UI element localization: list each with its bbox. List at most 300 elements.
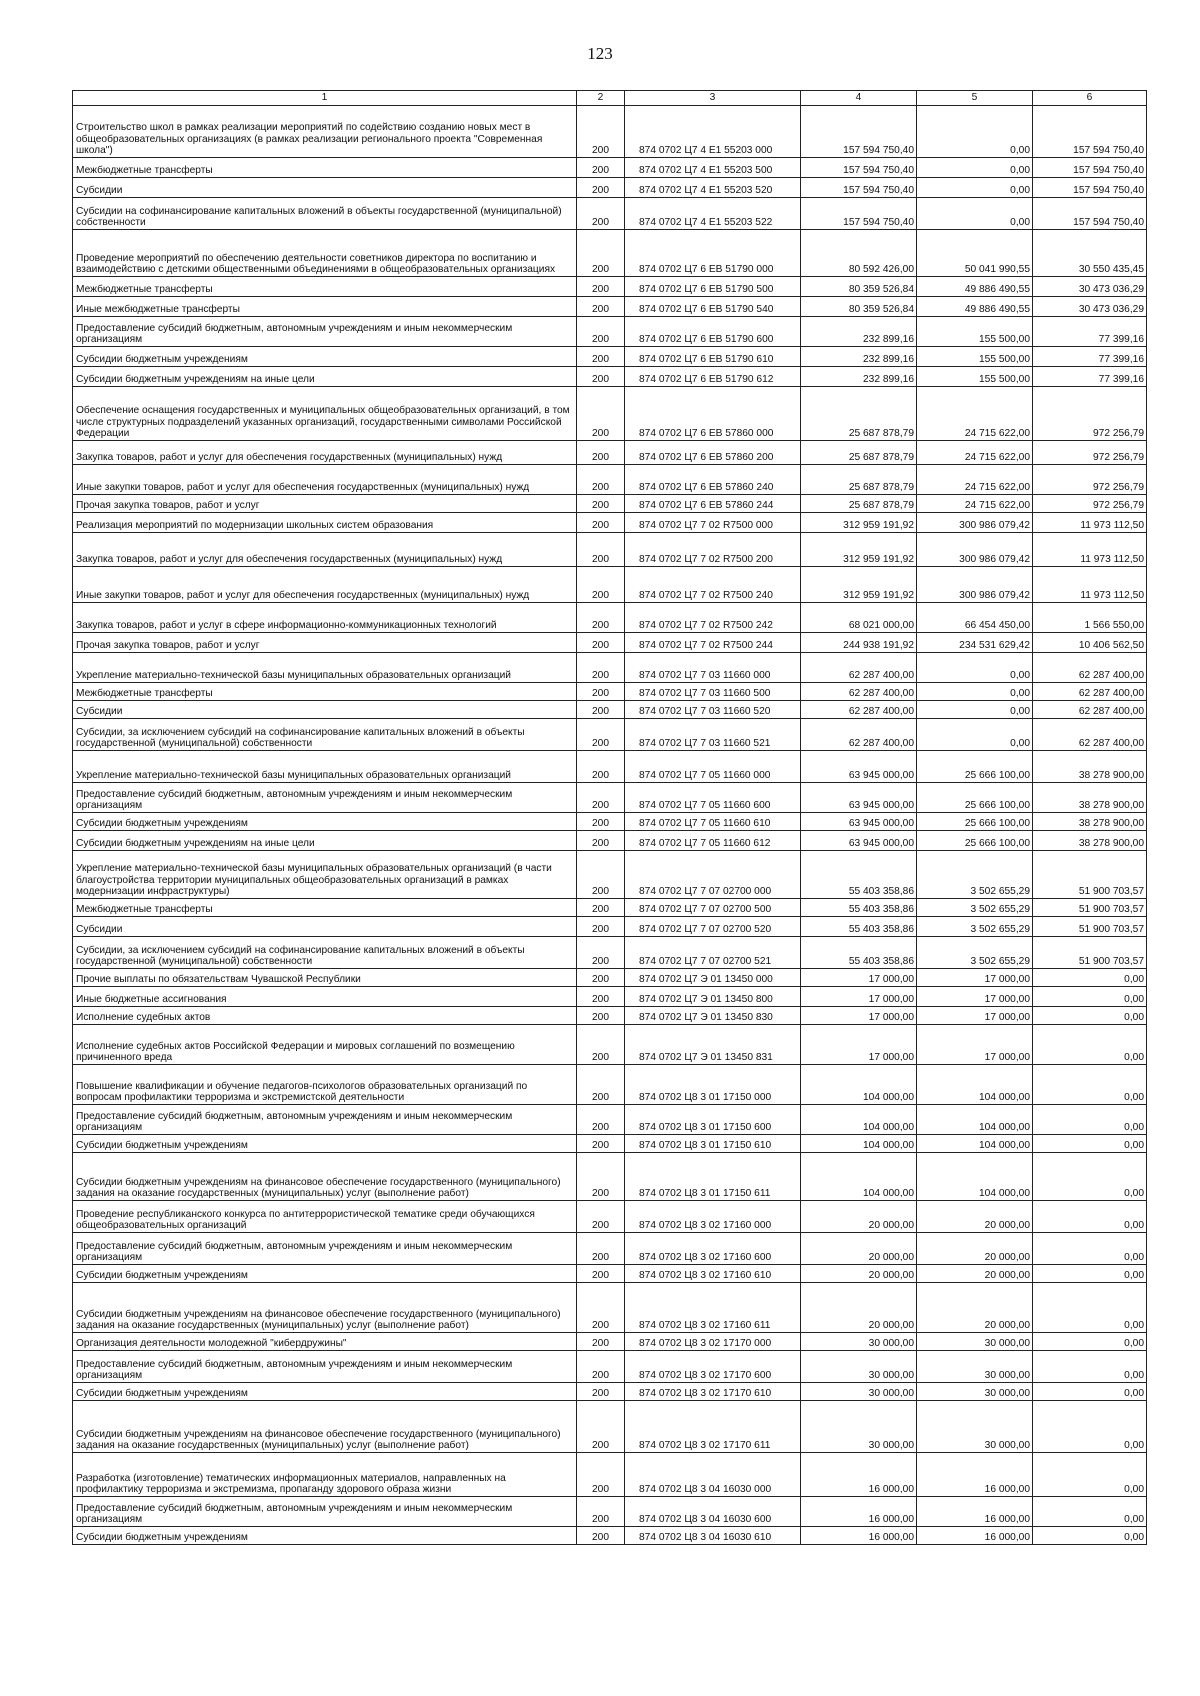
row-value-6: 62 287 400,00: [1033, 719, 1147, 751]
row-col2: 200: [577, 783, 625, 813]
row-value-5: 0,00: [917, 701, 1033, 719]
row-value-4: 68 021 000,00: [801, 603, 917, 633]
row-col2: 200: [577, 1135, 625, 1153]
row-value-4: 312 959 191,92: [801, 567, 917, 603]
row-code: 874 0702 Ц7 Э 01 13450 831: [625, 1025, 801, 1065]
row-col2: 200: [577, 533, 625, 567]
row-name: Предоставление субсидий бюджетным, автономным учреждениям и иным некоммерческим организациям: [73, 1105, 577, 1135]
row-value-5: 17 000,00: [917, 987, 1033, 1007]
column-header: 6: [1033, 91, 1147, 106]
row-value-4: 55 403 358,86: [801, 937, 917, 969]
row-value-5: 155 500,00: [917, 317, 1033, 347]
row-value-5: 25 666 100,00: [917, 831, 1033, 851]
row-code: 874 0702 Ц8 3 01 17150 000: [625, 1065, 801, 1105]
row-code: 874 0702 Ц7 Э 01 13450 830: [625, 1007, 801, 1025]
row-value-5: 17 000,00: [917, 1025, 1033, 1065]
row-name: Закупка товаров, работ и услуг в сфере информационно-коммуникационных технологий: [73, 603, 577, 633]
row-name: Межбюджетные трансферты: [73, 899, 577, 917]
row-col2: 200: [577, 1153, 625, 1201]
row-value-6: 10 406 562,50: [1033, 633, 1147, 653]
row-col2: 200: [577, 653, 625, 683]
row-value-5: 3 502 655,29: [917, 899, 1033, 917]
row-value-5: 50 041 990,55: [917, 230, 1033, 277]
row-name: Субсидии бюджетным учреждениям: [73, 1527, 577, 1545]
row-name: Исполнение судебных актов Российской Федерации и мировых соглашений по возмещению причиненного вреда: [73, 1025, 577, 1065]
row-col2: 200: [577, 1283, 625, 1333]
row-name: Субсидии на софинансирование капитальных вложений в объекты государственной (муниципальной) собственности: [73, 198, 577, 230]
table-row: [73, 1333, 1147, 1351]
row-value-6: 38 278 900,00: [1033, 813, 1147, 831]
row-value-6: 11 973 112,50: [1033, 567, 1147, 603]
table-row: [73, 1135, 1147, 1153]
row-value-6: 77 399,16: [1033, 317, 1147, 347]
row-col2: 200: [577, 1233, 625, 1265]
row-value-4: 157 594 750,40: [801, 158, 917, 178]
row-name: Субсидии: [73, 917, 577, 937]
row-col2: 200: [577, 441, 625, 465]
page-number: 123: [587, 44, 613, 63]
row-value-5: 30 000,00: [917, 1401, 1033, 1453]
row-value-5: 66 454 450,00: [917, 603, 1033, 633]
row-value-6: 972 256,79: [1033, 387, 1147, 441]
table-row: [73, 937, 1147, 969]
row-code: 874 0702 Ц8 3 02 17170 000: [625, 1333, 801, 1351]
row-name: Обеспечение оснащения государственных и муниципальных общеобразовательных организаций, в том числе структурных подразделений указанных организаций, государственными символами Российской Федерации: [73, 387, 577, 441]
table-row: [73, 683, 1147, 701]
row-name: Субсидии: [73, 701, 577, 719]
row-col2: 200: [577, 1007, 625, 1025]
row-name: Исполнение судебных актов: [73, 1007, 577, 1025]
row-code: 874 0702 Ц7 7 02 R7500 244: [625, 633, 801, 653]
row-name: Укрепление материально-технической базы муниципальных образовательных организаций: [73, 751, 577, 783]
row-col2: 200: [577, 1453, 625, 1497]
table-row: [73, 987, 1147, 1007]
table-row: [73, 633, 1147, 653]
row-code: 874 0702 Ц7 7 03 11660 500: [625, 683, 801, 701]
table-row: [73, 917, 1147, 937]
row-value-4: 104 000,00: [801, 1105, 917, 1135]
row-value-6: 0,00: [1033, 969, 1147, 987]
row-value-5: 20 000,00: [917, 1201, 1033, 1233]
row-value-6: 0,00: [1033, 1105, 1147, 1135]
row-col2: 200: [577, 1265, 625, 1283]
row-name: Субсидии бюджетным учреждениям: [73, 1265, 577, 1283]
row-code: 874 0702 Ц8 3 04 16030 610: [625, 1527, 801, 1545]
row-code: 874 0702 Ц7 6 ЕВ 51790 612: [625, 367, 801, 387]
table-row: [73, 1453, 1147, 1497]
row-value-4: 20 000,00: [801, 1233, 917, 1265]
row-value-6: 62 287 400,00: [1033, 683, 1147, 701]
row-value-4: 17 000,00: [801, 969, 917, 987]
row-col2: 200: [577, 178, 625, 198]
row-col2: 200: [577, 106, 625, 158]
row-code: 874 0702 Ц8 3 02 17160 600: [625, 1233, 801, 1265]
row-value-5: 25 666 100,00: [917, 783, 1033, 813]
row-code: 874 0702 Ц7 4 Е1 55203 522: [625, 198, 801, 230]
row-name: Повышение квалификации и обучение педагогов-психологов образовательных организаций по вопросам профилактики терроризма и экстремистской деятельности: [73, 1065, 577, 1105]
row-value-4: 104 000,00: [801, 1065, 917, 1105]
row-name: Субсидии бюджетным учреждениям на финансовое обеспечение государственного (муниципального) задания на оказание государственных (муниципальных) услуг (выполнение работ): [73, 1401, 577, 1453]
row-value-6: 0,00: [1033, 1201, 1147, 1233]
row-name: Проведение республиканского конкурса по антитеррористической тематике среди обучающихся общеобразовательных организаций: [73, 1201, 577, 1233]
row-col2: 200: [577, 851, 625, 899]
row-value-4: 55 403 358,86: [801, 917, 917, 937]
row-value-4: 20 000,00: [801, 1265, 917, 1283]
row-value-6: 38 278 900,00: [1033, 783, 1147, 813]
row-col2: 200: [577, 719, 625, 751]
row-col2: 200: [577, 567, 625, 603]
row-value-5: 155 500,00: [917, 367, 1033, 387]
row-code: 874 0702 Ц7 6 ЕВ 57860 244: [625, 495, 801, 513]
row-value-5: 0,00: [917, 719, 1033, 751]
row-value-6: 0,00: [1033, 1265, 1147, 1283]
row-value-4: 25 687 878,79: [801, 387, 917, 441]
row-value-6: 157 594 750,40: [1033, 178, 1147, 198]
row-name: Субсидии бюджетным учреждениям: [73, 813, 577, 831]
row-value-6: 51 900 703,57: [1033, 851, 1147, 899]
table-row: [73, 1497, 1147, 1527]
row-value-5: 24 715 622,00: [917, 495, 1033, 513]
row-value-4: 63 945 000,00: [801, 783, 917, 813]
row-value-5: 0,00: [917, 683, 1033, 701]
table-row: [73, 277, 1147, 297]
row-name: Прочая закупка товаров, работ и услуг: [73, 495, 577, 513]
row-value-6: 62 287 400,00: [1033, 653, 1147, 683]
row-value-4: 63 945 000,00: [801, 751, 917, 783]
row-value-6: 0,00: [1033, 1135, 1147, 1153]
row-col2: 200: [577, 937, 625, 969]
table-row: [73, 1025, 1147, 1065]
row-col2: 200: [577, 969, 625, 987]
row-value-6: 51 900 703,57: [1033, 937, 1147, 969]
table-row: [73, 719, 1147, 751]
row-name: Субсидии: [73, 178, 577, 198]
row-code: 874 0702 Ц7 7 02 R7500 200: [625, 533, 801, 567]
row-col2: 200: [577, 495, 625, 513]
row-name: Предоставление субсидий бюджетным, автономным учреждениям и иным некоммерческим организациям: [73, 783, 577, 813]
row-value-5: 17 000,00: [917, 969, 1033, 987]
row-code: 874 0702 Ц7 6 ЕВ 57860 240: [625, 465, 801, 495]
row-code: 874 0702 Ц8 3 02 17160 000: [625, 1201, 801, 1233]
row-col2: 200: [577, 1065, 625, 1105]
row-name: Предоставление субсидий бюджетным, автономным учреждениям и иным некоммерческим организациям: [73, 1233, 577, 1265]
row-code: 874 0702 Ц7 7 05 11660 610: [625, 813, 801, 831]
row-col2: 200: [577, 987, 625, 1007]
row-name: Предоставление субсидий бюджетным, автономным учреждениям и иным некоммерческим организациям: [73, 1351, 577, 1383]
row-value-4: 17 000,00: [801, 1025, 917, 1065]
row-code: 874 0702 Ц7 6 ЕВ 51790 000: [625, 230, 801, 277]
row-value-6: 0,00: [1033, 1065, 1147, 1105]
row-value-5: 155 500,00: [917, 347, 1033, 367]
row-col2: 200: [577, 1025, 625, 1065]
row-value-6: 0,00: [1033, 1333, 1147, 1351]
row-value-4: 80 592 426,00: [801, 230, 917, 277]
row-value-5: 24 715 622,00: [917, 387, 1033, 441]
column-header: 4: [801, 91, 917, 106]
row-code: 874 0702 Ц7 Э 01 13450 800: [625, 987, 801, 1007]
row-value-5: 49 886 490,55: [917, 297, 1033, 317]
table-row: [73, 783, 1147, 813]
row-value-5: 25 666 100,00: [917, 751, 1033, 783]
row-value-6: 30 473 036,29: [1033, 297, 1147, 317]
row-value-5: 104 000,00: [917, 1135, 1033, 1153]
column-header: 5: [917, 91, 1033, 106]
table-row: [73, 1383, 1147, 1401]
row-value-4: 16 000,00: [801, 1497, 917, 1527]
row-name: Укрепление материально-технической базы муниципальных образовательных организаций (в части благоустройства территории муниципальных общеобразовательных организаций в рамках модернизации инфраструктуры): [73, 851, 577, 899]
row-value-6: 0,00: [1033, 1453, 1147, 1497]
row-name: Прочие выплаты по обязательствам Чувашской Республики: [73, 969, 577, 987]
row-col2: 200: [577, 1333, 625, 1351]
row-value-4: 16 000,00: [801, 1453, 917, 1497]
table-row: [73, 1105, 1147, 1135]
table-row: [73, 1153, 1147, 1201]
row-value-6: 157 594 750,40: [1033, 198, 1147, 230]
row-code: 874 0702 Ц7 6 ЕВ 51790 600: [625, 317, 801, 347]
row-col2: 200: [577, 1401, 625, 1453]
table-row: [73, 1201, 1147, 1233]
row-code: 874 0702 Ц7 7 02 R7500 242: [625, 603, 801, 633]
row-col2: 200: [577, 683, 625, 701]
row-value-6: 38 278 900,00: [1033, 751, 1147, 783]
row-value-4: 157 594 750,40: [801, 106, 917, 158]
row-value-4: 80 359 526,84: [801, 277, 917, 297]
row-value-6: 38 278 900,00: [1033, 831, 1147, 851]
table-row: [73, 367, 1147, 387]
row-value-4: 62 287 400,00: [801, 653, 917, 683]
row-col2: 200: [577, 1351, 625, 1383]
row-value-6: 0,00: [1033, 1527, 1147, 1545]
table-row: [73, 1401, 1147, 1453]
row-code: 874 0702 Ц7 4 Е1 55203 520: [625, 178, 801, 198]
row-value-4: 30 000,00: [801, 1401, 917, 1453]
row-value-6: 157 594 750,40: [1033, 158, 1147, 178]
table-row: [73, 441, 1147, 465]
row-value-5: 0,00: [917, 198, 1033, 230]
row-value-5: 0,00: [917, 106, 1033, 158]
table-row: [73, 969, 1147, 987]
row-col2: 200: [577, 917, 625, 937]
row-col2: 200: [577, 317, 625, 347]
row-value-4: 16 000,00: [801, 1527, 917, 1545]
row-value-6: 0,00: [1033, 1401, 1147, 1453]
row-value-4: 20 000,00: [801, 1283, 917, 1333]
row-value-5: 20 000,00: [917, 1265, 1033, 1283]
row-value-6: 77 399,16: [1033, 347, 1147, 367]
row-name: Предоставление субсидий бюджетным, автономным учреждениям и иным некоммерческим организациям: [73, 317, 577, 347]
row-name: Субсидии бюджетным учреждениям на иные цели: [73, 367, 577, 387]
row-value-6: 972 256,79: [1033, 465, 1147, 495]
row-value-5: 30 000,00: [917, 1351, 1033, 1383]
table-row: [73, 1265, 1147, 1283]
row-name: Разработка (изготовление) тематических информационных материалов, направленных на профилактику терроризма и экстремизма, пропаганду здорового образа жизни: [73, 1453, 577, 1497]
row-col2: 200: [577, 465, 625, 495]
table-row: [73, 178, 1147, 198]
row-value-5: 104 000,00: [917, 1065, 1033, 1105]
row-col2: 200: [577, 347, 625, 367]
row-value-6: 30 473 036,29: [1033, 277, 1147, 297]
row-col2: 200: [577, 751, 625, 783]
table-row: [73, 653, 1147, 683]
row-col2: 200: [577, 297, 625, 317]
table-row: [73, 297, 1147, 317]
row-value-4: 104 000,00: [801, 1153, 917, 1201]
row-value-4: 25 687 878,79: [801, 441, 917, 465]
row-name: Субсидии бюджетным учреждениям на финансовое обеспечение государственного (муниципального) задания на оказание государственных (муниципальных) услуг (выполнение работ): [73, 1283, 577, 1333]
row-value-6: 0,00: [1033, 1283, 1147, 1333]
row-value-5: 16 000,00: [917, 1453, 1033, 1497]
row-value-4: 232 899,16: [801, 347, 917, 367]
table-row: [73, 533, 1147, 567]
row-name: Субсидии, за исключением субсидий на софинансирование капитальных вложений в объекты государственной (муниципальной) собственности: [73, 937, 577, 969]
table-row: [73, 1351, 1147, 1383]
row-col2: 200: [577, 701, 625, 719]
row-value-5: 49 886 490,55: [917, 277, 1033, 297]
row-value-4: 30 000,00: [801, 1333, 917, 1351]
row-value-5: 30 000,00: [917, 1383, 1033, 1401]
row-code: 874 0702 Ц7 7 03 11660 000: [625, 653, 801, 683]
row-value-5: 3 502 655,29: [917, 917, 1033, 937]
row-code: 874 0702 Ц8 3 01 17150 610: [625, 1135, 801, 1153]
column-header: 3: [625, 91, 801, 106]
row-name: Межбюджетные трансферты: [73, 683, 577, 701]
row-name: Предоставление субсидий бюджетным, автономным учреждениям и иным некоммерческим организациям: [73, 1497, 577, 1527]
row-name: Закупка товаров, работ и услуг для обеспечения государственных (муниципальных) нужд: [73, 441, 577, 465]
row-code: 874 0702 Ц7 7 07 02700 500: [625, 899, 801, 917]
row-col2: 200: [577, 230, 625, 277]
row-value-6: 972 256,79: [1033, 441, 1147, 465]
row-name: Субсидии, за исключением субсидий на софинансирование капитальных вложений в объекты государственной (муниципальной) собственности: [73, 719, 577, 751]
row-value-5: 3 502 655,29: [917, 851, 1033, 899]
table-row: [73, 198, 1147, 230]
row-value-5: 104 000,00: [917, 1153, 1033, 1201]
row-name: Субсидии бюджетным учреждениям: [73, 1383, 577, 1401]
row-name: Субсидии бюджетным учреждениям: [73, 1135, 577, 1153]
row-value-5: 0,00: [917, 158, 1033, 178]
row-code: 874 0702 Ц7 7 02 R7500 240: [625, 567, 801, 603]
row-value-5: 17 000,00: [917, 1007, 1033, 1025]
row-name: Организация деятельности молодежной "кибердружины": [73, 1333, 577, 1351]
row-name: Реализация мероприятий по модернизации школьных систем образования: [73, 513, 577, 533]
row-code: 874 0702 Ц7 7 05 11660 612: [625, 831, 801, 851]
row-name: Строительство школ в рамках реализации мероприятий по содействию созданию новых мест в общеобразовательных организациях (в рамках реализации регионального проекта "Современная школа"): [73, 106, 577, 158]
row-code: 874 0702 Ц7 7 05 11660 000: [625, 751, 801, 783]
row-col2: 200: [577, 158, 625, 178]
row-name: Субсидии бюджетным учреждениям на финансовое обеспечение государственного (муниципального) задания на оказание государственных (муниципальных) услуг (выполнение работ): [73, 1153, 577, 1201]
table-row: [73, 1007, 1147, 1025]
row-value-5: 20 000,00: [917, 1283, 1033, 1333]
table-row: [73, 1233, 1147, 1265]
row-code: 874 0702 Ц7 7 07 02700 521: [625, 937, 801, 969]
row-name: Закупка товаров, работ и услуг для обеспечения государственных (муниципальных) нужд: [73, 533, 577, 567]
row-name: Межбюджетные трансферты: [73, 158, 577, 178]
row-value-6: 51 900 703,57: [1033, 899, 1147, 917]
table-row: [73, 230, 1147, 277]
row-code: 874 0702 Ц8 3 04 16030 600: [625, 1497, 801, 1527]
row-value-5: 24 715 622,00: [917, 465, 1033, 495]
row-value-5: 300 986 079,42: [917, 513, 1033, 533]
row-code: 874 0702 Ц7 7 03 11660 521: [625, 719, 801, 751]
row-value-5: 300 986 079,42: [917, 567, 1033, 603]
row-value-4: 20 000,00: [801, 1201, 917, 1233]
table-row: [73, 387, 1147, 441]
row-value-4: 30 000,00: [801, 1351, 917, 1383]
row-code: 874 0702 Ц8 3 02 17170 600: [625, 1351, 801, 1383]
row-name: Межбюджетные трансферты: [73, 277, 577, 297]
row-value-4: 62 287 400,00: [801, 701, 917, 719]
row-value-5: 3 502 655,29: [917, 937, 1033, 969]
row-value-4: 30 000,00: [801, 1383, 917, 1401]
table-row: [73, 1065, 1147, 1105]
row-code: 874 0702 Ц7 Э 01 13450 000: [625, 969, 801, 987]
row-value-4: 232 899,16: [801, 367, 917, 387]
row-col2: 200: [577, 513, 625, 533]
row-value-6: 11 973 112,50: [1033, 533, 1147, 567]
row-code: 874 0702 Ц7 7 07 02700 000: [625, 851, 801, 899]
row-value-4: 17 000,00: [801, 1007, 917, 1025]
row-name: Субсидии бюджетным учреждениям: [73, 347, 577, 367]
row-value-6: 0,00: [1033, 1153, 1147, 1201]
row-name: Проведение мероприятий по обеспечению деятельности советников директора по воспитанию и взаимодействию с детскими общественными объединениями в общеобразовательных организациях: [73, 230, 577, 277]
row-code: 874 0702 Ц7 6 ЕВ 51790 500: [625, 277, 801, 297]
row-value-4: 232 899,16: [801, 317, 917, 347]
row-value-5: 16 000,00: [917, 1527, 1033, 1545]
row-value-4: 25 687 878,79: [801, 495, 917, 513]
row-name: Иные закупки товаров, работ и услуг для обеспечения государственных (муниципальных) нужд: [73, 465, 577, 495]
row-value-5: 30 000,00: [917, 1333, 1033, 1351]
column-header: 2: [577, 91, 625, 106]
row-col2: 200: [577, 831, 625, 851]
table-row: [73, 513, 1147, 533]
row-value-4: 157 594 750,40: [801, 178, 917, 198]
header-row: [73, 91, 1147, 106]
row-value-4: 62 287 400,00: [801, 719, 917, 751]
row-col2: 200: [577, 603, 625, 633]
row-col2: 200: [577, 367, 625, 387]
row-value-4: 63 945 000,00: [801, 831, 917, 851]
row-value-4: 55 403 358,86: [801, 851, 917, 899]
row-code: 874 0702 Ц7 4 Е1 55203 000: [625, 106, 801, 158]
table-row: [73, 317, 1147, 347]
row-value-6: 0,00: [1033, 1007, 1147, 1025]
row-col2: 200: [577, 1105, 625, 1135]
row-value-4: 104 000,00: [801, 1135, 917, 1153]
table-body: [73, 106, 1147, 1545]
table-row: [73, 347, 1147, 367]
row-value-6: 0,00: [1033, 1233, 1147, 1265]
row-col2: 200: [577, 1527, 625, 1545]
row-value-6: 0,00: [1033, 1497, 1147, 1527]
column-header: 1: [73, 91, 577, 106]
row-col2: 200: [577, 277, 625, 297]
table-row: [73, 813, 1147, 831]
row-col2: 200: [577, 387, 625, 441]
row-value-5: 0,00: [917, 653, 1033, 683]
row-code: 874 0702 Ц7 6 ЕВ 51790 540: [625, 297, 801, 317]
table-row: [73, 106, 1147, 158]
row-name: Иные бюджетные ассигнования: [73, 987, 577, 1007]
row-value-4: 244 938 191,92: [801, 633, 917, 653]
row-col2: 200: [577, 633, 625, 653]
row-value-6: 62 287 400,00: [1033, 701, 1147, 719]
row-col2: 200: [577, 1383, 625, 1401]
row-value-5: 25 666 100,00: [917, 813, 1033, 831]
row-value-4: 25 687 878,79: [801, 465, 917, 495]
row-value-6: 157 594 750,40: [1033, 106, 1147, 158]
row-value-5: 300 986 079,42: [917, 533, 1033, 567]
row-value-6: 11 973 112,50: [1033, 513, 1147, 533]
row-code: 874 0702 Ц8 3 01 17150 611: [625, 1153, 801, 1201]
